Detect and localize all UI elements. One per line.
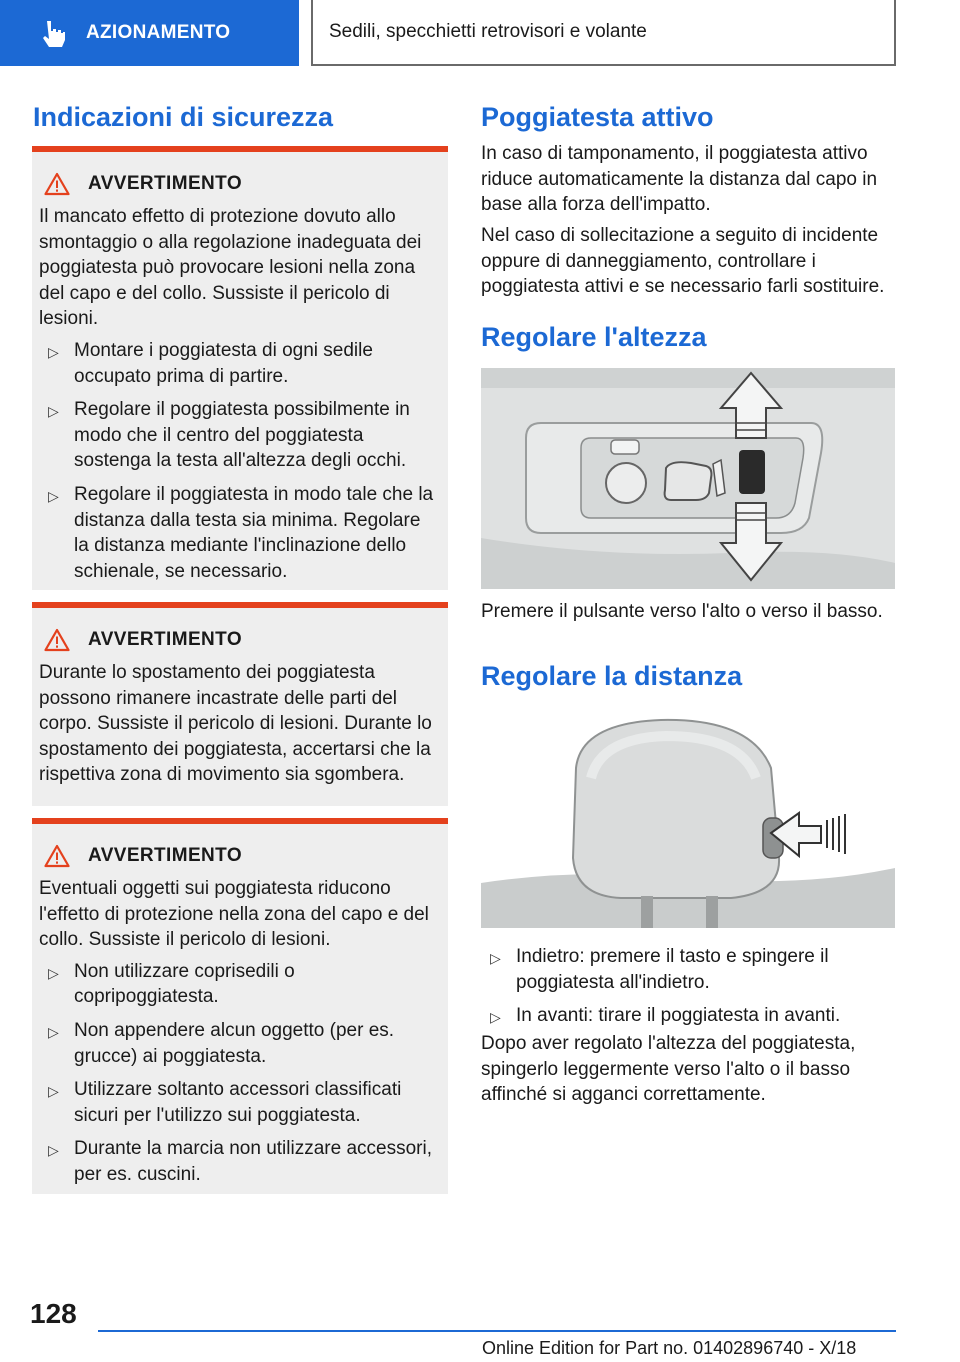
section-title: Sedili, specchietti retrovisori e volante	[329, 21, 647, 42]
warning-header	[44, 842, 448, 870]
footer-rule	[98, 1330, 896, 1332]
list-item: ▷ Regolare il poggiatesta possibilmente in modo che il centro del poggiatesta sostenga la testa all'altezza degli occhi.	[48, 399, 410, 472]
triangle-bullet-icon: ▷	[48, 343, 59, 360]
active-paragraph-1: In caso di tamponamento, il poggiatesta attivo riduce automaticamente la distanza dal capo in base alla forza dell'impatto.	[481, 143, 878, 216]
distance-bullet-list	[481, 944, 901, 1037]
page-number: 128	[30, 1298, 77, 1329]
list-item: ▷ Indietro: premere il tasto e spingere il poggiatesta all'indietro.	[490, 946, 829, 993]
list-item: ▷ Montare i poggiatesta di ogni sedile occupato prima di partire.	[48, 339, 373, 387]
warning-text: Durante lo spostamento dei poggiatesta possono rimanere incastrate delle parti del corpo. Sussiste il pericolo di lesioni. Durante lo spostamento dei poggiatesta, accertarsi che la rispettiva zona di movimento sia sgombera.	[39, 662, 432, 786]
list-item: ▷ Regolare il poggiatesta in modo tale che la distanza dalla testa sia minima. Regolare la distanza mediante l'inclinazione dello schienale, se necessario.	[48, 483, 434, 582]
seat-control-illustration	[481, 368, 895, 589]
chapter-tab[interactable]	[0, 0, 299, 66]
edition-text: Online Edition for Part no. 01402896740 - X/18	[482, 1338, 857, 1358]
height-heading: Regolare l'altezza	[481, 322, 707, 352]
safety-heading: Indicazioni di sicurezza	[33, 102, 334, 132]
warning-triangle-icon	[44, 172, 70, 196]
list-item: ▷ Non appendere alcun oggetto (per es. grucce) ai poggiatesta.	[48, 1019, 395, 1067]
hand-pointer-icon	[38, 18, 68, 48]
warning-label: AVVERTIMENTO	[88, 845, 242, 866]
warning-header	[44, 626, 448, 654]
list-item: ▷ In avanti: tirare il poggiatesta in avanti.	[481, 1003, 901, 1029]
list-item: ▷ Durante la marcia non utilizzare accessori, per es. cuscini.	[48, 1138, 432, 1185]
distance-paragraph: Dopo aver regolato l'altezza del poggiatesta, spingerlo leggermente verso l'alto o il basso affinché si agganci correttamente.	[481, 1033, 856, 1106]
warning-box	[32, 818, 448, 1194]
triangle-bullet-icon: ▷	[48, 1023, 59, 1040]
triangle-bullet-icon: ▷	[48, 403, 59, 420]
height-adjust-image	[481, 368, 895, 589]
triangle-bullet-icon: ▷	[48, 1083, 59, 1100]
triangle-bullet-icon: ▷	[48, 487, 59, 504]
active-headrest-heading: Poggiatesta attivo	[481, 102, 714, 132]
section-header	[311, 0, 896, 66]
height-caption: Premere il pulsante verso l'alto o verso il basso.	[481, 601, 883, 622]
headrest-illustration	[481, 708, 895, 928]
triangle-bullet-icon: ▷	[490, 950, 501, 966]
warning-box	[32, 146, 448, 590]
distance-heading: Regolare la distanza	[481, 661, 743, 691]
warning-label: AVVERTIMENTO	[88, 173, 242, 194]
active-paragraph-2: Nel caso di sollecitazione a seguito di incidente oppure di danneggiamento, controllare i poggiatesta attivi e se necessario farli sostituire.	[481, 225, 885, 298]
triangle-bullet-icon: ▷	[48, 1142, 59, 1159]
list-item: ▷ Utilizzare soltanto accessori classificati sicuri per l'utilizzo sui poggiatesta.	[48, 1079, 402, 1126]
triangle-bullet-icon: ▷	[48, 964, 59, 981]
warning-triangle-icon	[44, 844, 70, 868]
warning-label: AVVERTIMENTO	[88, 629, 242, 650]
bullet-list	[39, 959, 440, 1188]
warning-triangle-icon	[44, 628, 70, 652]
warning-box	[32, 602, 448, 806]
warning-header	[44, 170, 448, 198]
chapter-title: AZIONAMENTO	[86, 22, 231, 43]
list-item: ▷ Non utilizzare coprisedili o copripoggiatesta.	[48, 960, 295, 1008]
triangle-bullet-icon: ▷	[490, 1009, 501, 1026]
distance-adjust-image	[481, 708, 895, 928]
warning-text: Eventuali oggetti sui poggiatesta riducono l'effetto di protezione nella zona del capo e del collo. Sussiste il pericolo di lesioni.	[39, 878, 429, 951]
warning-text: Il mancato effetto di protezione dovuto allo smontaggio o alla regolazione inadeguata dei poggiatesta può provocare lesioni nella zona del capo e del collo. Sussiste il pericolo di lesioni.	[39, 206, 422, 330]
bullet-list	[39, 338, 440, 584]
